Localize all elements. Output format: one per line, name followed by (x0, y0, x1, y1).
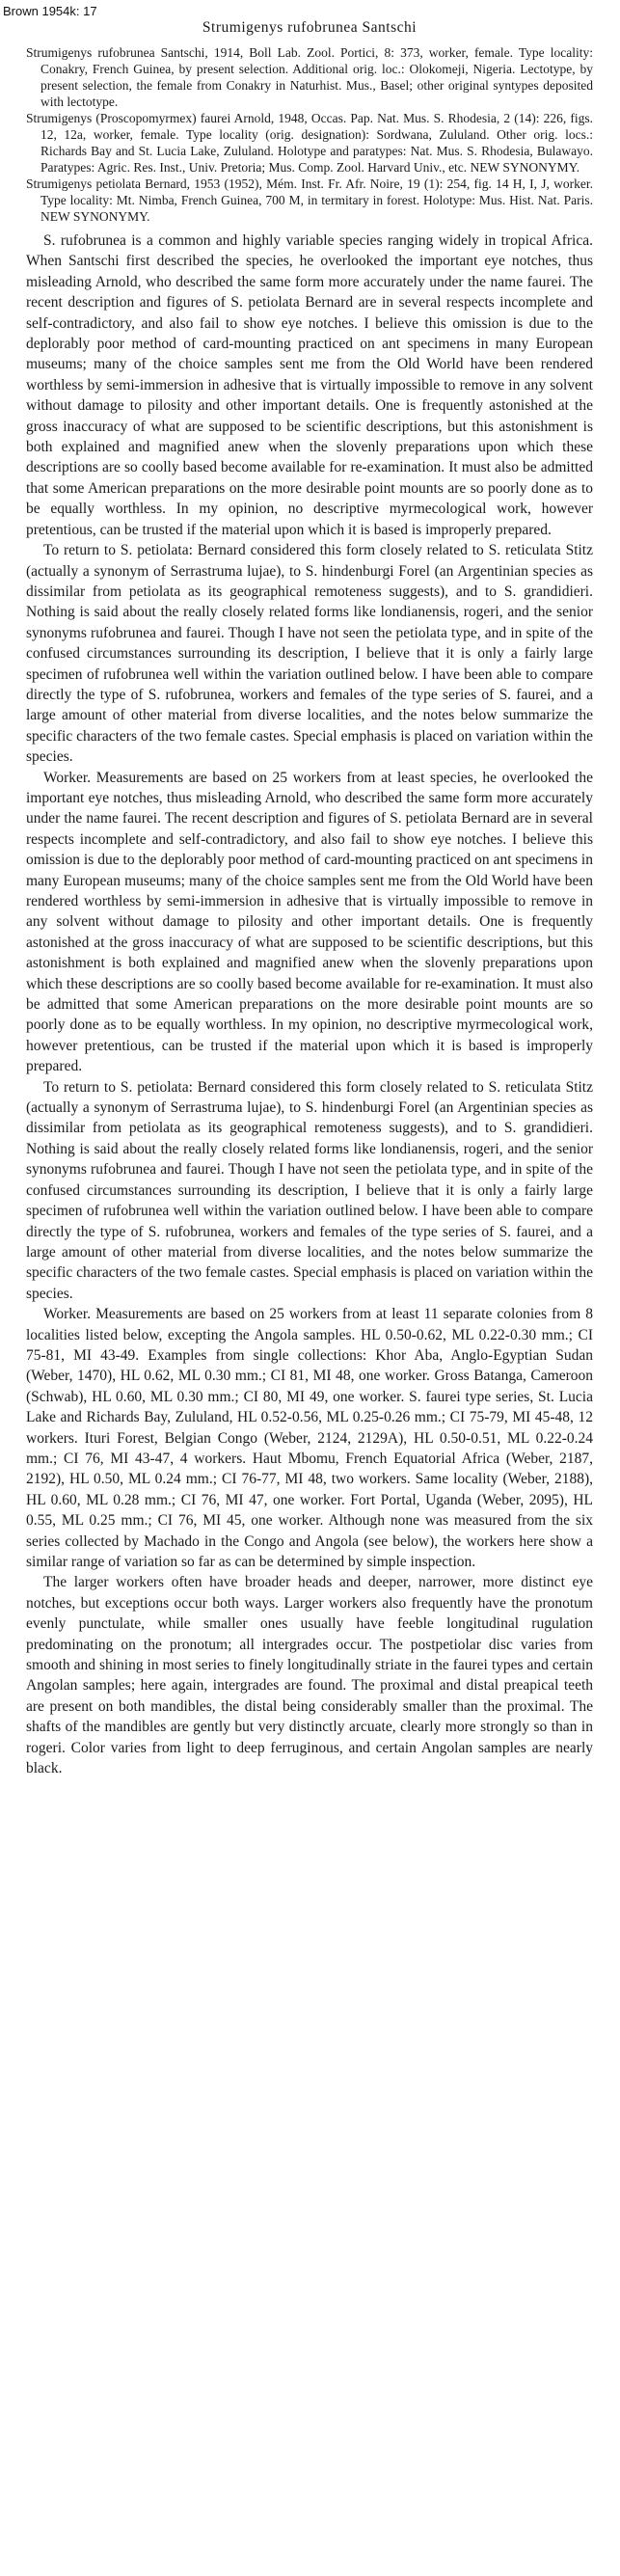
synonymy-entry: Strumigenys petiolata Bernard, 1953 (1952), Mém. Inst. Fr. Afr. Noire, 19 (1): 254, fig. 14 H, I, J, worker. Type locality: Mt. Nimba, French Guinea, 700 M, in termitary in forest. Holotype: Mus. Hist. Nat. Paris. NEW SYNONYMY. (26, 176, 593, 224)
body-paragraph: To return to S. petiolata: Bernard considered this form closely related to S. reticulata Stitz (actually a synonym of Serrastruma lujae), to S. hindenburgi Forel (an Argentinian species as dissimilar from petiolata as its geographical remoteness suggests), and to S. grandidieri. Nothing is said about the really closely related forms like londianensis, rogeri, and the senior synonyms rufobrunea and faurei. Though I have not seen the petiolata type, and in spite of the confused circumstances surrounding its description, I believe that it is only a fairly large specimen of rufobrunea well within the variation outlined below. I have been able to compare directly the type of S. rufobrunea, workers and females of the type series of S. faurei, and a large amount of other material from diverse localities, and the notes below summarize the specific characters of the two female castes. Special emphasis is placed on variation within the species. (26, 1078, 593, 1302)
species-title: Strumigenys rufobrunea Santschi (202, 19, 418, 36)
body-paragraph: Worker. Measurements are based on 25 workers from at least 11 separate colonies from 8 localities listed below, excepting the Angola samples. HL 0.50-0.62, ML 0.22-0.30 mm.; CI 75-81, MI 43-49. Examples from single collections: Khor Aba, Anglo-Egyptian Sudan (Weber, 1470), HL 0.62, ML 0.30 mm.; CI 81, MI 48, one worker. Gross Batanga, Cameroon (Schwab), HL 0.60, ML 0.30 mm.; CI 80, MI 49, one worker. S. faurei type series, St. Lucia Lake and Richards Bay, Zululand, HL 0.52-0.56, ML 0.25-0.26 mm.; CI 75-79, MI 45-48, 12 workers. Ituri Forest, Belgian Congo (Weber, 2124, 2129A), HL 0.50-0.51, ML 0.22-0.24 mm.; CI 76, MI 43-47, 4 workers. Haut Mbomu, French Equatorial Africa (Weber, 2187, 2192), HL 0.50, ML 0.24 mm.; CI 76-77, MI 48, two workers. Same locality (Weber, 2188), HL 0.60, ML 0.28 mm.; CI 76, MI 47, one worker. Fort Portal, Uganda (Weber, 2095), HL 0.55, ML 0.25 mm.; CI 76, MI 45, one worker. Although none was measured from the six series collected by Machado in the Congo and Angola (see below), the workers here show a similar range of variation so far as can be determined by simple inspection. (26, 1306, 593, 1570)
body-paragraph: To return to S. petiolata: Bernard considered this form closely related to S. reticulata Stitz (actually a synonym of Serrastruma lujae), to S. hindenburgi Forel (an Argentinian species as dissimilar from petiolata as its geographical remoteness suggests), and to S. grandidieri. Nothing is said about the really closely related forms like londianensis, rogeri, and the senior synonyms rufobrunea and faurei. Though I have not seen the petiolata type, and in spite of the confused circumstances surrounding its description, I believe that it is only a fairly large specimen of rufobrunea well within the variation outlined below. I have been able to compare directly the type of S. rufobrunea, workers and females of the type series of S. faurei, and a large amount of other material from diverse localities, and the notes below summarize the specific characters of the two female castes. Special emphasis is placed on variation within the species. (26, 542, 593, 766)
synonymy-entry: Strumigenys rufobrunea Santschi, 1914, Boll Lab. Zool. Portici, 8: 373, worker, female. Type locality: Conakry, French Guinea, by present selection. Additional orig. loc.: Olokomeji, Nigeria. Lectotype, by present selection, the female from Conakry in Naturhist. Mus., Basel; other original syntypes deposited with lectotype. (26, 45, 593, 109)
body-paragraph: S. rufobrunea is a common and highly variable species ranging widely in tropical Africa. When Santschi first described the species, he overlooked the important eye notches, thus misleading Arnold, who described the same form more accurately under the name faurei. The recent description and figures of S. petiolata Bernard are in several respects incomplete and self-contradictory, and also fail to show eye notches. I believe this omission is due to the deplorably poor method of card-mounting practiced on ant specimens in many European museums; many of the choice samples sent me from the Old World have been rendered worthless by semi-immersion in adhesive that is virtually impossible to remove in any solvent without damage to pilosity and other important details. One is frequently astonished at the gross inaccuracy of what are supposed to be scientific descriptions, but this astonishment is both explained and magnified anew when the slovenly preparations upon which these descriptions are so coolly based become available for re-examination. It must also be admitted that some American preparations on the more desirable point mounts are so poorly done as to be equally worthless. In my opinion, no descriptive myrmecological work, however pretentious, can be trusted if the material upon which it is based is improperly prepared. (26, 232, 593, 538)
synonymy-entry: Strumigenys (Proscopomyrmex) faurei Arnold, 1948, Occas. Pap. Nat. Mus. S. Rhodesia, 2 (14): 226, figs. 12, 12a, worker, female. Type locality (orig. designation): Sordwana, Zululand. Other orig. locs.: Richards Bay and St. Lucia Lake, Zululand. Holotype and paratypes: Nat. Mus. S. Rhodesia, Bulawayo. Paratypes: Agric. Res. Inst., Univ. Pretoria; Mus. Comp. Zool. Harvard Univ., etc. NEW SYNONYMY. (26, 111, 593, 175)
reference-label: Brown 1954k: 17 (3, 4, 97, 18)
document-page (26, 19, 593, 1778)
body-paragraph: Worker. Measurements are based on 25 workers from at least species, he overlooked the important eye notches, thus misleading Arnold, who described the same form more accurately under the name faurei. The recent description and figures of S. petiolata Bernard are in several respects incomplete and self-contradictory, and also fail to show eye notches. I believe this omission is due to the deplorably poor method of card-mounting practiced on ant specimens in many European museums; many of the choice samples sent me from the Old World have been rendered worthless by semi-immersion in adhesive that is virtually impossible to remove in any solvent without damage to pilosity and other important details. One is frequently astonished at the gross inaccuracy of what are supposed to be scientific descriptions, but this astonishment is both explained and magnified anew when the slovenly preparations upon which these descriptions are so coolly based become available for re-examination. It must also be admitted that some American preparations on the more desirable point mounts are so poorly done as to be equally worthless. In my opinion, no descriptive myrmecological work, however pretentious, can be trusted if the material upon which it is based is improperly prepared. (26, 769, 593, 1075)
body-paragraph: The larger workers often have broader heads and deeper, narrower, more distinct eye notches, but exceptions occur both ways. Larger workers also frequently have the pronotum evenly punctulate, while smaller ones usually have feeble longitudinal rugulation predominating on the pronotum; all intergrades occur. The postpetiolar disc varies from smooth and shining in most series to finely longitudinally striate in the faurei types and certain Angolan samples; here again, intergrades are found. The proximal and distal preapical teeth are present on both mandibles, the distal being considerably smaller than the proximal. The shafts of the mandibles are gently but very distinctly arcuate, clearly more strongly so than in rogeri. Color varies from light to deep ferruginous, and certain Angolan samples are nearly black. (26, 1574, 593, 1777)
